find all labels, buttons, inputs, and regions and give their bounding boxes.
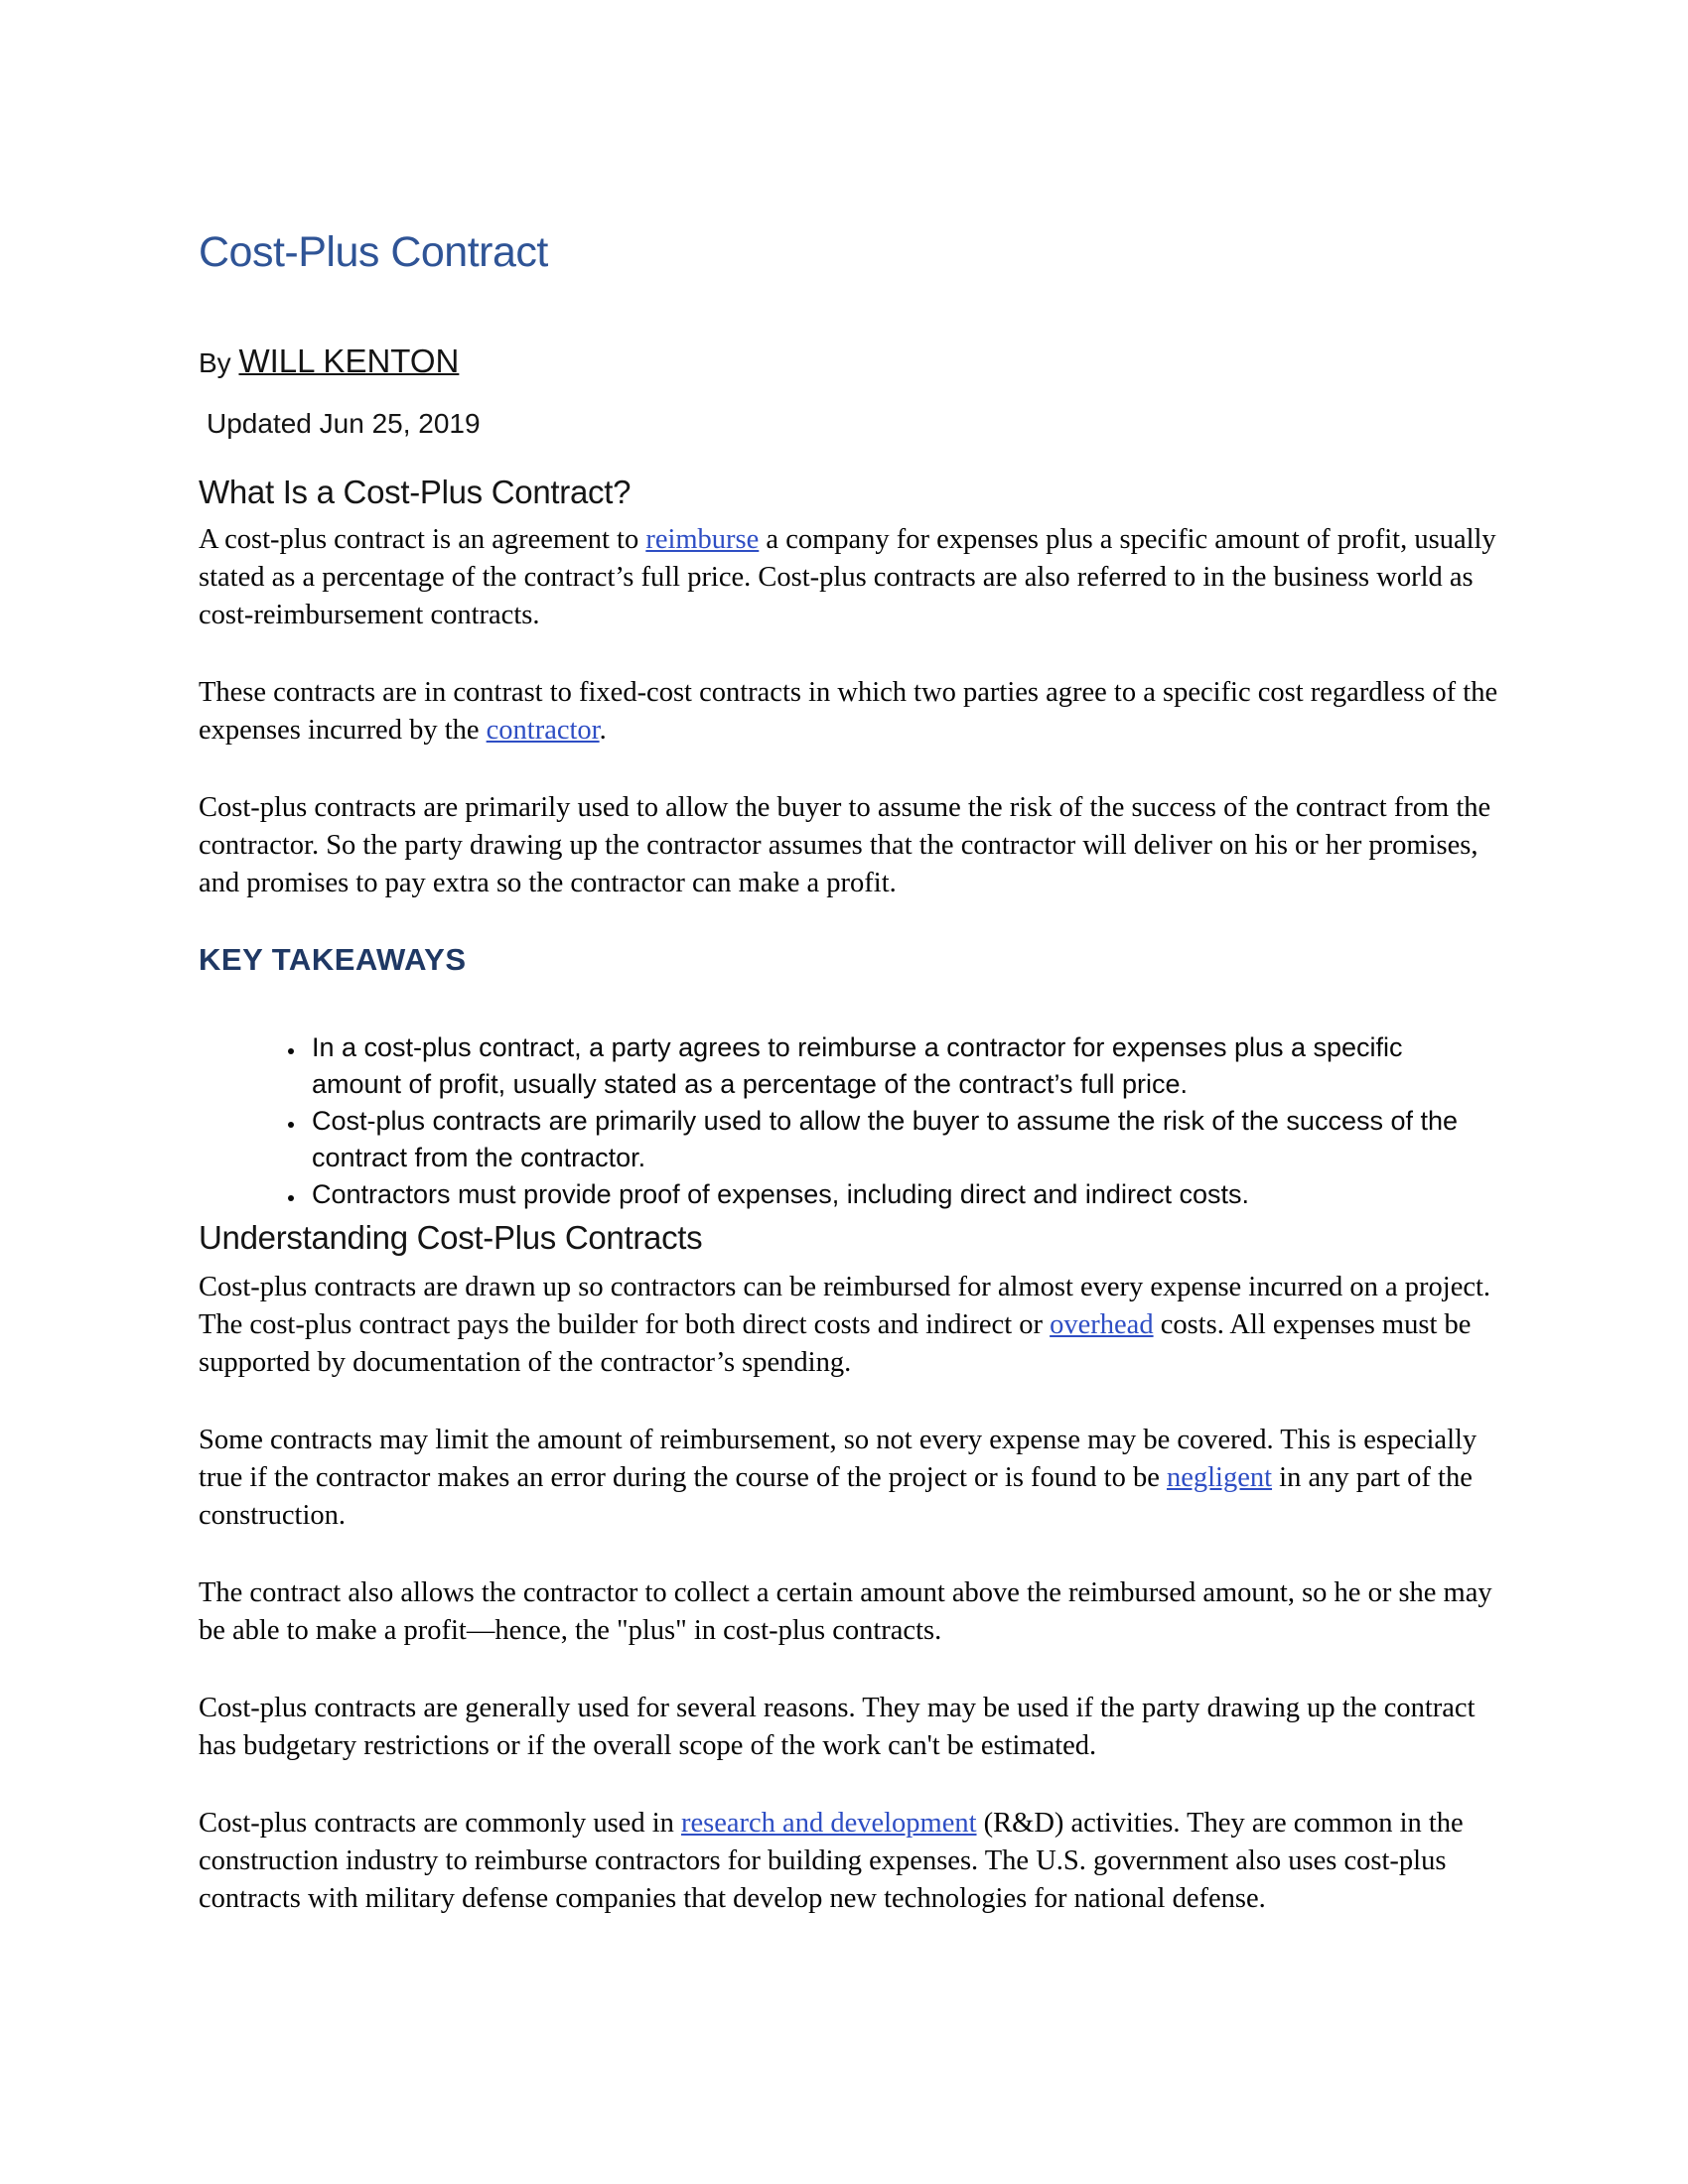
paragraph [199,1422,1499,1535]
negligent-link[interactable]: negligent [1166,1462,1273,1493]
reimburse-link[interactable]: reimburse [645,524,760,555]
paragraph-text: These contracts are in contrast to fixed-cost contracts in which two parties agree to a specific cost regardless of the expenses incurred by the [199,677,1498,746]
paragraph-text: in any part of the construction. [199,1462,1473,1531]
byline-prefix: By [199,347,239,378]
paragraph-text: A cost-plus contract is an agreement to [199,524,646,555]
byline [199,342,1499,380]
takeaway-item: • Contractors must provide proof of expenses, including direct and indirect costs. [306,1176,1499,1213]
section-heading-understanding: Understanding Cost-Plus Contracts [199,1219,703,1256]
paragraph: Cost-plus contracts are primarily used to allow the buyer to assume the risk of the success of the contract from the contractor. So the party drawing up the contractor assumes that the contractor will deliver on his or her promises, and promises to pay extra so the contractor can make a profit. [199,792,1491,898]
overhead-link[interactable]: overhead [1050,1309,1154,1340]
paragraph: The contract also allows the contractor to collect a certain amount above the reimbursed amount, so he or she may be able to make a profit—hence, the "plus" in cost-plus contracts. [199,1577,1492,1646]
paragraph [199,1269,1499,1382]
paragraph [199,674,1499,750]
research-and-development-link[interactable]: research and development [681,1808,977,1839]
takeaway-item: • Cost-plus contracts are primarily used to allow the buyer to assume the risk of the success of the contract from the contractor. [306,1103,1499,1176]
contractor-link[interactable]: contractor [486,715,600,746]
paragraph-text: costs. All expenses must be supported by documentation of the contractor’s spending. [199,1309,1472,1378]
paragraph: Cost-plus contracts are generally used for several reasons. They may be used if the party drawing up the contract has budgetary restrictions or if the overall scope of the work can't be estimated. [199,1693,1476,1761]
paragraph-text: Cost-plus contracts are commonly used in [199,1808,681,1839]
page-title: Cost-Plus Contract [199,228,548,276]
key-takeaways-heading: KEY TAKEAWAYS [199,942,467,977]
paragraph-text: Some contracts may limit the amount of reimbursement, so not every expense may be covered. This is especially true if the contractor makes an error during the course of the project or is found to be [199,1425,1477,1493]
updated-date: Updated Jun 25, 2019 [207,408,481,439]
paragraph-text: . [599,715,607,746]
paragraph [199,521,1499,634]
paragraph-text: (R&D) activities. They are common in the construction industry to reimburse contractors for building expenses. The U.S. government also uses cost-plus contracts with military defense companies that develop new technologies for national defense. [199,1808,1464,1914]
author-link[interactable]: WILL KENTON [238,342,460,379]
section-heading-what-is: What Is a Cost-Plus Contract? [199,474,632,510]
takeaway-item: • In a cost-plus contract, a party agrees to reimburse a contractor for expenses plus a specific amount of profit, usually stated as a percentage of the contract’s full price. [306,1029,1499,1103]
paragraph [199,1805,1499,1918]
key-takeaways-list [199,1029,1499,1213]
paragraph-text: Cost-plus contracts are drawn up so contractors can be reimbursed for almost every expense incurred on a project. The cost-plus contract pays the builder for both direct costs and indirect or [199,1272,1491,1340]
paragraph-text: a company for expenses plus a specific amount of profit, usually stated as a percentage of the contract’s full price. Cost-plus contracts are also referred to in the business world as cost-reimbursement contracts. [199,524,1496,630]
